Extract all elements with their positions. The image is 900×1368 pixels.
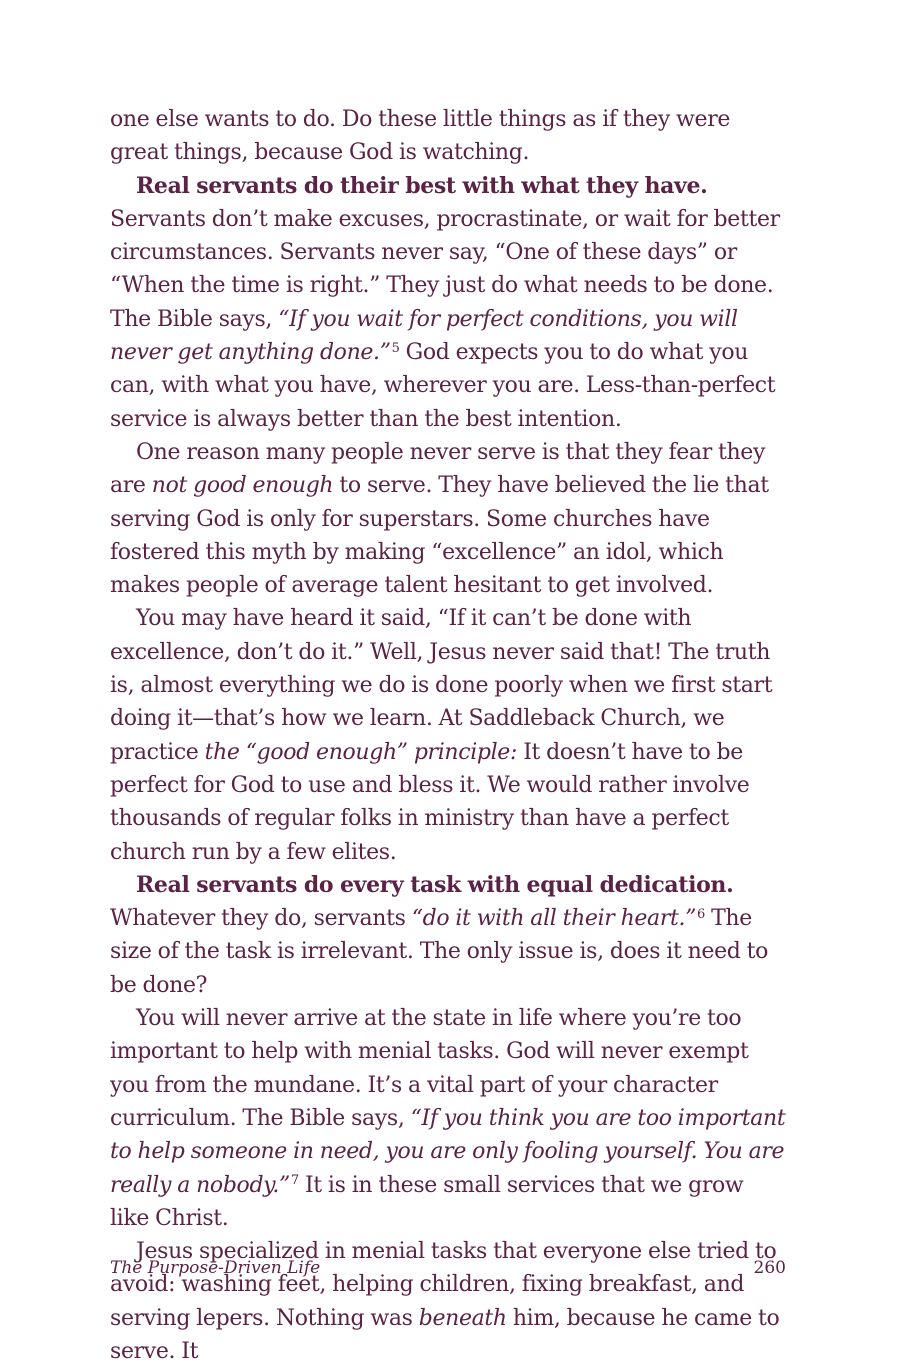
footnote-reference: 5	[391, 340, 400, 356]
paragraph	[110, 1002, 786, 1235]
page-number: 260	[753, 1258, 786, 1278]
body-text: him, because he came to serve. It	[110, 1305, 780, 1364]
footnote-reference: 7	[290, 1173, 299, 1189]
italic-text: “If you think you are too important to help someone in need, you are only fooling yourself. You are really a nobody.”	[110, 1105, 786, 1198]
bold-heading-phrase: Real servants do their best with what they have.	[136, 172, 708, 199]
italic-text: beneath	[418, 1305, 507, 1331]
page-footer	[110, 1258, 786, 1278]
body-text: God expects you to do what you can, with what you have, wherever you are. Less-than-perfect service is always better than the best intention.	[110, 340, 776, 432]
body-text: one else wants to do. Do these little things as if they were great things, because God is watching.	[110, 107, 731, 166]
running-footer-title: The Purpose-Driven Life	[110, 1258, 321, 1278]
paragraph	[110, 436, 786, 602]
body-text: to serve. They have believed the lie that serving God is only for superstars. Some churches have fostered this myth by making “excellence” an idol, which makes people of average talent hesitant to get involved.	[110, 473, 769, 599]
paragraph	[110, 170, 786, 436]
body-text: It is in these small services that we grow like Christ.	[110, 1172, 744, 1231]
bold-heading-phrase: Real servants do every task with equal dedication.	[136, 871, 734, 898]
page-body	[110, 103, 786, 1368]
body-text: It doesn’t have to be perfect for God to use and bless it. We would rather involve thousands of regular folks in ministry than have a perfect church run by a few elites.	[110, 739, 750, 865]
italic-text: “do it with all their heart.”	[411, 906, 697, 932]
italic-text: “If you wait for perfect conditions, you will never get anything done.”	[110, 306, 738, 366]
paragraph	[110, 869, 786, 1002]
footnote-reference: 6	[697, 906, 705, 922]
paragraph	[110, 103, 786, 170]
italic-text: the “good enough” principle:	[204, 739, 518, 765]
italic-text: not good enough	[151, 473, 334, 499]
body-text: You may have heard it said, “If it can’t be done with excellence, don’t do it.” Well, Jesus never said that! The truth is, almost everything we do is done poorly when we first start doing it—that’s how we learn. At Saddleback Church, we practice	[110, 606, 773, 765]
body-text: The size of the task is irrelevant. The only issue is, does it need to be done?	[110, 906, 769, 998]
body-text: Servants don’t make excuses, procrastinate, or wait for better circumstances. Servants never say, “One of these days” or “When the time is right.” They just do what needs to be done. The Bible says,	[110, 206, 780, 332]
body-text: You will never arrive at the state in life where you’re too important to help with menial tasks. God will never exempt you from the mundane. It’s a vital part of your character curriculum. The Bible says,	[110, 1006, 749, 1131]
body-text: One reason many people never serve is that they fear they are	[110, 439, 766, 499]
body-text: Whatever they do, servants	[110, 906, 412, 932]
paragraph	[110, 602, 786, 868]
body-text: Jesus specialized in menial tasks that everyone else tried to avoid: washing feet, helping children, fixing breakfast, and serving lepers. Nothing was	[110, 1239, 777, 1331]
paragraph	[110, 1235, 786, 1368]
